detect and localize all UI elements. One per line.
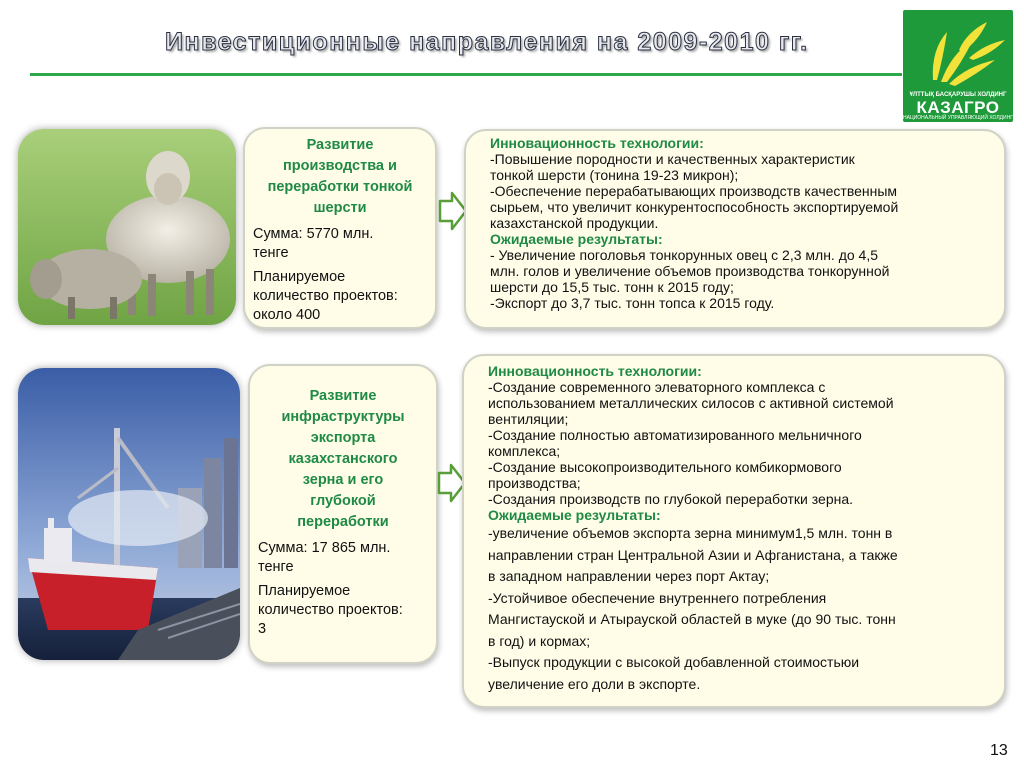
logo-name: КАЗАГРО: [916, 98, 1000, 117]
project-count: [258, 582, 428, 639]
project-title: [258, 386, 428, 533]
sum-line: Сумма: 5770 млн.: [253, 226, 374, 242]
results-line: Мангистауской и Атырауской областей в муке (до 90 тыс. тонн: [488, 611, 896, 627]
project-sum: [253, 225, 427, 263]
innovation-heading: Инновационность технологии:: [488, 363, 702, 379]
results-line: в год) и кормах;: [488, 632, 591, 649]
project-title-line: инфраструктуры: [281, 409, 405, 425]
page-number: 13: [990, 742, 1008, 759]
title-underline: [30, 73, 902, 76]
innovation-line: -Создания производств по глубокой переработки зерна.: [488, 491, 854, 507]
innovation-line: вентиляции;: [488, 411, 569, 427]
project-title-line: глубокой: [310, 493, 376, 509]
project-title-line: шерсти: [313, 200, 367, 216]
kazagro-logo: [903, 10, 1013, 122]
innovation-line: -Повышение породности и качественных характеристик: [490, 151, 855, 167]
count-line: Планируемое: [253, 269, 346, 285]
details-card-grain: [462, 354, 1006, 708]
project-title-line: переработки: [297, 514, 389, 530]
sum-line: Сумма: 17 865 млн.: [258, 540, 391, 556]
innovation-line: тонкой шерсти (тонина 19-23 микрон);: [490, 167, 739, 183]
project-title-line: зерна и его: [302, 472, 384, 488]
innovation-line: -Создание современного элеваторного комплекса с: [488, 379, 826, 395]
innovation-line: -Создание высокопроизводительного комбикормового: [488, 459, 842, 475]
page-title: Инвестиционные направления на 2009-2010 гг.: [165, 28, 809, 56]
project-summary-card-grain: [248, 364, 438, 664]
sheep-photo: [18, 129, 236, 325]
results-line: -Устойчивое обеспечение внутреннего потребления: [488, 589, 827, 606]
logo-top-text: ҰЛТТЫҚ БАСҚАРУШЫ ХОЛДИНГ: [909, 92, 1007, 98]
project-title-line: переработки тонкой: [267, 179, 413, 195]
count-line: количество проектов:: [253, 288, 398, 304]
results-heading: Ожидаемые результаты:: [488, 507, 661, 523]
results-line: -Выпуск продукции с высокой добавленной стоимостьюи: [488, 654, 860, 670]
count-line: количество проектов:: [258, 602, 403, 618]
results-line: направлении стран Центральной Азии и Афганистана, а также: [488, 546, 898, 563]
project-title-line: Развитие: [306, 137, 374, 153]
wheat-logo-icon: [903, 10, 1013, 92]
results-line: шерсти до 15,5 тыс. тонн к 2015 году;: [490, 279, 734, 295]
results-line: в западном направлении через порт Актау;: [488, 568, 770, 584]
project-sum: [258, 539, 428, 577]
innovation-line: казахстанской продукции.: [490, 215, 659, 231]
results-line: -увеличение объемов экспорта зерна минимум1,5 млн. тонн в: [488, 525, 893, 541]
innovation-line: сырьем, что увеличит конкурентоспособность экспортируемой: [490, 199, 899, 215]
count-line: 3: [258, 621, 267, 637]
innovation-line: производства;: [488, 475, 581, 491]
logo-bottom-text: НАЦИОНАЛЬНЫЙ УПРАВЛЯЮЩИЙ ХОЛДИНГ: [903, 115, 1013, 121]
results-line: увеличение его доли в экспорте.: [488, 675, 701, 692]
results-heading: Ожидаемые результаты:: [490, 231, 663, 247]
project-count: [253, 268, 427, 325]
project-title-line: Развитие: [309, 388, 377, 404]
sum-line: тенге: [258, 559, 294, 575]
results-line: - Увеличение поголовья тонкорунных овец с 2,3 млн. до 4,5: [490, 247, 879, 263]
sum-line: тенге: [253, 245, 289, 261]
count-line: около 400: [253, 307, 321, 323]
count-line: Планируемое: [258, 583, 351, 599]
project-title-line: казахстанского: [288, 451, 398, 467]
innovation-line: использованием металлических силосов с активной системой: [488, 395, 894, 411]
results-line: млн. голов и увеличение объемов производства тонкорунной: [490, 263, 890, 279]
project-summary-card-wool: [243, 127, 437, 329]
results-line: -Экспорт до 3,7 тыс. тонн топса к 2015 году.: [490, 295, 775, 311]
details-card-wool: [464, 129, 1006, 329]
grain-terminal-photo: [18, 368, 240, 660]
innovation-heading: Инновационность технологии:: [490, 135, 704, 151]
project-title: [253, 135, 427, 219]
project-title-line: производства и: [283, 158, 397, 174]
innovation-line: -Создание полностью автоматизированного мельничного: [488, 427, 862, 443]
innovation-line: -Обеспечение перерабатывающих производств качественным: [490, 183, 898, 199]
innovation-line: комплекса;: [488, 443, 561, 459]
project-title-line: экспорта: [310, 430, 376, 446]
